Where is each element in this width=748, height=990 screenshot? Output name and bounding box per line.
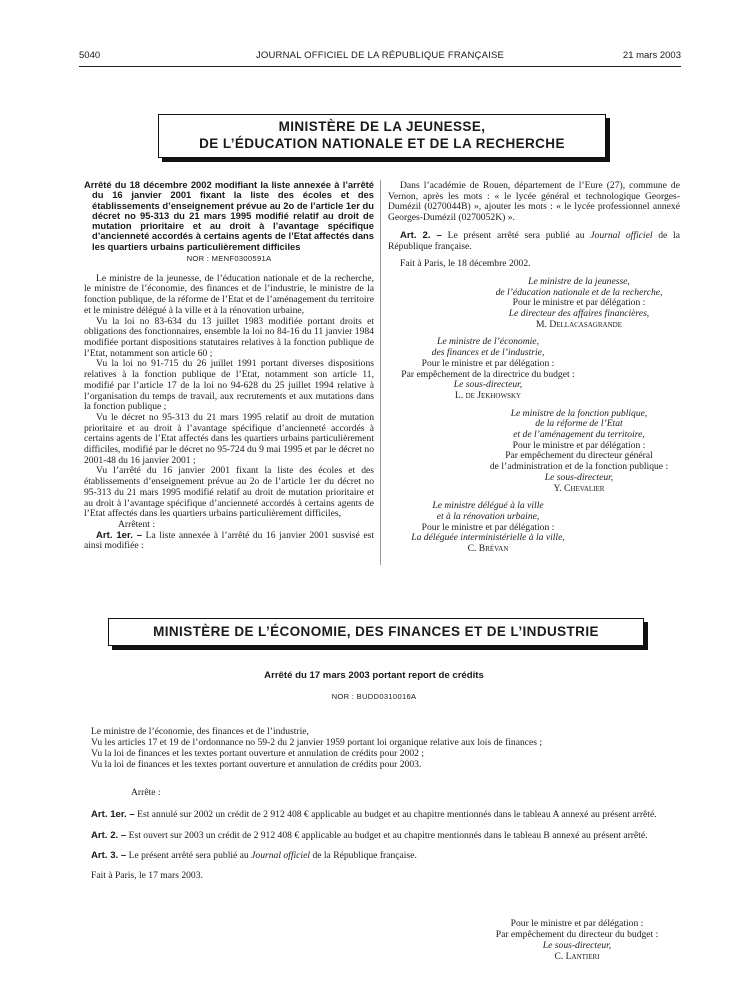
ministry-heading-box: [158, 114, 606, 158]
delegation-line: Pour le ministre et par délégation :: [512, 439, 646, 451]
modification-text: Dans l’académie de Rouen, département de l’Eure (27), commune de Vernon, après les mots : « le lycée général et technologique Georges-Dumézil (0270044B) », ajouter les mots : « le lycée professionnel annexé Georges-Dumézil (0270052K) ».: [388, 180, 680, 224]
delegation-line: Par empêchement de la directrice du budget :: [401, 368, 575, 380]
preamble-paragraph: Vu l’arrêté du 16 janvier 2001 fixant la liste des écoles et des établissements d’enseignement prévue au 2o de l’article 1er du décret no 95-313 du 21 mars 1995 modifié relatif au droit de mutation prioritaire et au droit à l’avantage spécifique d’ancienneté accordés à certains agents de l’Etat affectés dans les quartiers urbains particulièrement difficiles,: [84, 465, 374, 520]
vu-line: Vu la loi de finances et les textes portant ouverture et annulation de crédits pour 2003.: [91, 758, 422, 770]
article-2-label: Art. 2. –: [400, 229, 442, 241]
signature-block-economie: [388, 337, 588, 401]
ministry-heading-line2: DE L’ÉDUCATION NATIONALE ET DE LA RECHERCHE: [199, 136, 565, 151]
ministry-heading-box-2: MINISTÈRE DE L’ÉCONOMIE, DES FINANCES ET DE L’INDUSTRIE: [108, 618, 644, 646]
signatory-title: et de l’aménagement du territoire,: [513, 429, 645, 441]
preamble-paragraph: Vu la loi no 91-715 du 26 juillet 1991 portant diverses dispositions relatives à la fonction publique de l’Etat, notamment son article 11, modifié par l’article 17 de la loi no 94-628 du 25 juillet 1994 relative à l’organisation du temps de travail, aux recrutements et aux mutations dans la fonction publique ;: [84, 358, 374, 413]
signatory-role: Le directeur des affaires financières,: [508, 308, 650, 320]
signatory-title: de la réforme de l’Etat: [535, 418, 623, 430]
nor-reference: NOR : MENF0300591A: [186, 254, 272, 264]
left-column: [84, 180, 374, 552]
arrete-label: Arrête :: [131, 786, 161, 798]
article-1-text: La liste annexée à l’arrêté du 16 janvier 2001 susvisé est ainsi modifiée :: [84, 529, 374, 552]
journal-officiel-ref-2: Journal officiel: [251, 850, 311, 862]
signatory-title: Le ministre délégué à la ville: [432, 500, 544, 512]
signature-block-ville: [388, 501, 588, 555]
delegation-line: Pour le ministre et par délégation :: [510, 918, 644, 929]
preamble-paragraph: Le ministre de la jeunesse, de l’éducation nationale et de la recherche, le ministre de l’économie, des finances et de l’industrie, le ministre de la fonction publique, de la réforme de l’Etat et de l’aménagement du territoire et le ministre délégué à la ville et à la rénovation urbaine,: [84, 272, 374, 316]
header-rule: [79, 66, 681, 67]
nor-reference-2: NOR : BUDD0310016A: [331, 692, 417, 701]
article-2-2: [91, 831, 679, 842]
article-2-text: Le présent arrêté sera publié au: [447, 229, 585, 241]
article-1-label: Art. 1er. –: [96, 529, 143, 541]
signatory-title: Le ministre de l’économie,: [437, 336, 539, 348]
signatory-role: Le sous-directeur,: [542, 940, 612, 951]
arretent-label: Arrêtent :: [118, 518, 156, 530]
delegation-line: Pour le ministre et par délégation :: [512, 297, 646, 309]
signatory-title: de l’éducation nationale et de la recherche,: [495, 286, 663, 298]
signatory-name: C. Brévan: [467, 543, 509, 555]
article-2: [388, 231, 680, 252]
page-number: 5040: [79, 50, 101, 61]
article-1: [84, 531, 374, 552]
delegation-line: Pour le ministre et par délégation :: [421, 357, 555, 369]
signatory-role: Le sous-directeur,: [544, 471, 614, 483]
column-divider: [380, 180, 381, 565]
signatory-name: L. de Jekhowsky: [454, 389, 522, 401]
fait-a-paris-2: Fait à Paris, le 17 mars 2003.: [91, 870, 203, 882]
decree-body-2: [91, 727, 679, 882]
article-3-2: [91, 851, 679, 862]
journal-title: JOURNAL OFFICIEL DE LA RÉPUBLIQUE FRANÇAISE: [255, 50, 505, 61]
ministry-heading-line1: MINISTÈRE DE LA JEUNESSE,: [278, 119, 486, 134]
preamble-paragraph: Vu la loi no 83-634 du 13 juillet 1983 modifiée portant droits et obligations des fonctionnaires, ensemble la loi no 84-16 du 11 janvier 1984 modifiée portant dispositions statutaires relatives à la fonction publique de l’Etat, notamment son article 60 ;: [84, 315, 374, 359]
article-1-2: [91, 810, 679, 821]
signature-block-jeunesse: [478, 277, 680, 331]
decree-title-2: Arrêté du 17 mars 2003 portant report de crédits: [264, 670, 484, 681]
article-3-2-text: Le présent arrêté sera publié au: [128, 850, 249, 862]
page-header: [79, 50, 681, 64]
signatory-role: Le sous-directeur,: [453, 379, 523, 391]
delegation-line: Par empêchement du directeur du budget :: [495, 929, 659, 940]
right-column: [388, 181, 680, 555]
article-2-text-end: de la République française.: [388, 229, 680, 252]
article-3-2-text-end: de la République française.: [312, 850, 417, 862]
signature-block-budget: [472, 918, 682, 962]
delegation-line: Pour le ministre et par délégation :: [421, 521, 555, 533]
signatory-title: des finances et de l’industrie,: [431, 347, 545, 359]
vu-line: Vu les articles 17 et 19 de l’ordonnance no 59-2 du 2 janvier 1959 portant loi organique relative aux lois de finances ;: [91, 736, 543, 748]
signatory-title: et à la rénovation urbaine,: [436, 510, 540, 522]
delegation-line: Par empêchement du directeur général: [505, 450, 653, 462]
signature-block-fonction-publique: [478, 409, 680, 495]
vu-line: Vu la loi de finances et les textes portant ouverture et annulation de crédits pour 2002 ;: [91, 747, 424, 759]
journal-officiel-ref: Journal officiel: [590, 229, 653, 241]
signatory-title: Le ministre de la jeunesse,: [528, 275, 630, 287]
issue-date: 21 mars 2003: [622, 50, 681, 61]
signatory-name: C. Lantieri: [554, 951, 600, 962]
article-2-2-text: Est ouvert sur 2003 un crédit de 2 912 408 € applicable au budget et au chapitre mentionnés dans le tableau B annexé au présent arrêté.: [128, 830, 648, 842]
intro-line: Le ministre de l’économie, des finances et de l’industrie,: [91, 726, 309, 737]
article-1-2-label: Art. 1er. –: [91, 808, 135, 820]
signatory-name: Y. Chevalier: [553, 482, 605, 494]
article-2-2-label: Art. 2. –: [91, 830, 127, 842]
decree-title: Arrêté du 18 décembre 2002 modifiant la liste annexée à l’arrêté du 16 janvier 2001 fixant la liste des écoles et des établissements d’enseignement prévue au 2o de l’article 1er du décret no 95-313 du 21 mars 1995 modifié relatif au droit de mutation prioritaire et au droit à l’avantage spécifique d’ancienneté accordés à certains agents de l’Etat affectés dans les quartiers urbains particulièrement difficiles: [84, 179, 374, 252]
delegation-line: de l’administration et de la fonction publique :: [489, 461, 669, 473]
signatory-title: Le ministre de la fonction publique,: [510, 407, 648, 419]
fait-a-paris: Fait à Paris, le 18 décembre 2002.: [400, 258, 531, 270]
signatory-name: M. Dellacasagrande: [536, 318, 622, 330]
article-1-2-text: Est annulé sur 2002 un crédit de 2 912 408 € applicable au budget et au chapitre mentionnés dans le tableau A annexé au présent arrêté.: [137, 808, 657, 820]
article-3-2-label: Art. 3. –: [91, 850, 127, 862]
preamble-paragraph: Vu le décret no 95-313 du 21 mars 1995 relatif au droit de mutation prioritaire et au droit à l’avantage spécifique d’ancienneté accordés à certains agents de l’Etat affectés dans les quartiers urbains particulièrement difficiles, modifié par le décret no 95-724 du 9 mai 1995 et par le décret no 2001-48 du 16 janvier 2001 ;: [84, 411, 374, 466]
signatory-role: La déléguée interministérielle à la ville,: [411, 532, 565, 544]
